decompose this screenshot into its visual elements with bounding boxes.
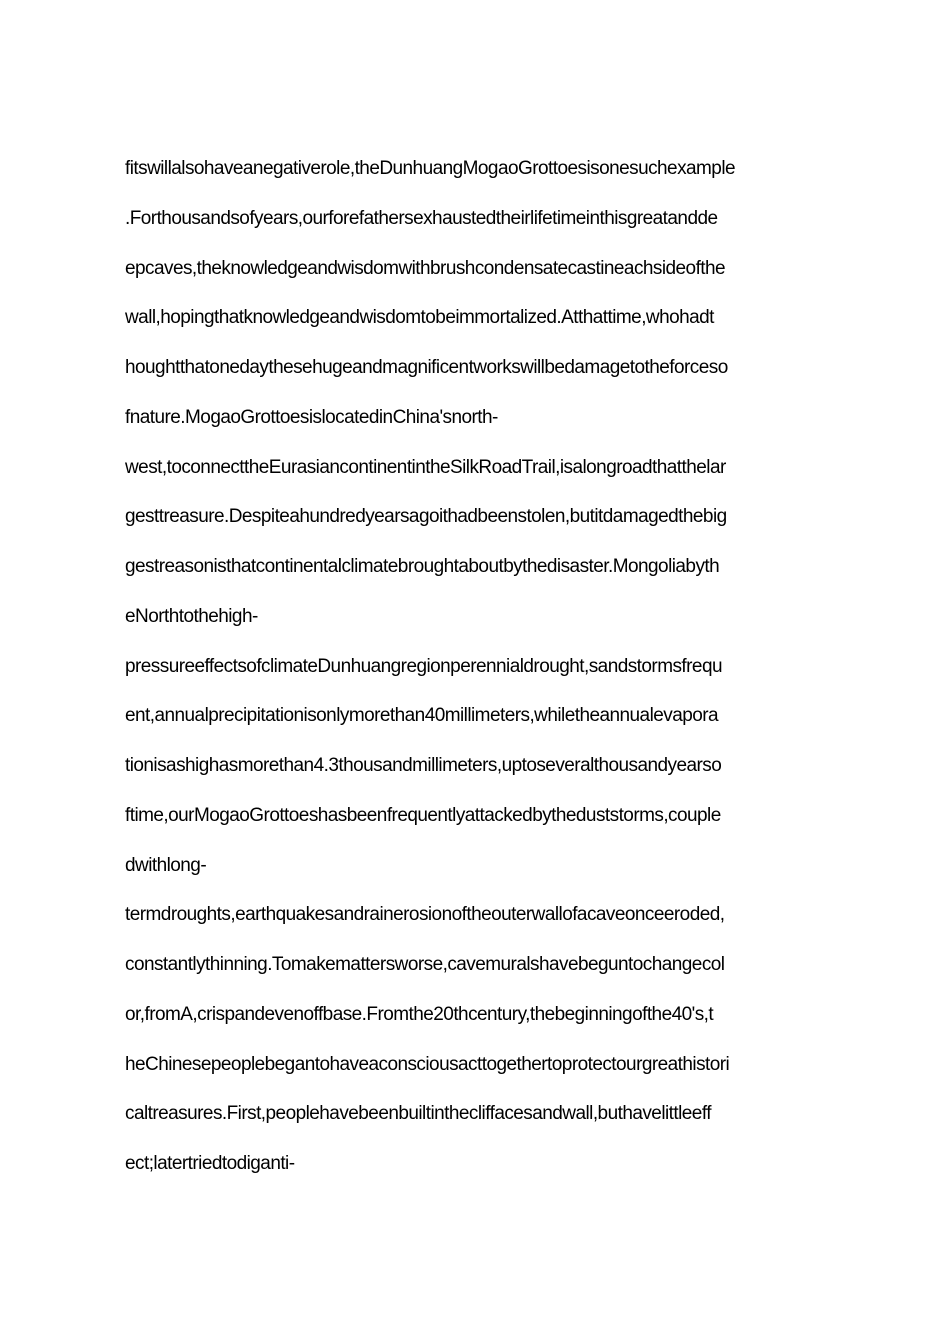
text-line: dwithlong- — [125, 854, 207, 876]
text-line: .Forthousandsofyears,ourforefathersexhaustedtheirlifetimeinthisgreatandde — [125, 207, 718, 229]
text-line: caltreasures.First,peoplehavebeenbuiltinthecliffacesandwall,buthavelittleeff — [125, 1103, 711, 1125]
text-line: gestreasonisthatcontinentalclimatebroughtaboutbythedisaster.Mongoliabyth — [125, 556, 720, 577]
text-line: pressureeffectsofclimateDunhuangregionperennialdrought,sandstormsfrequ — [125, 655, 722, 677]
text-line: constantlythinning.Tomakemattersworse,cavemuralshavebeguntochangecol — [125, 954, 725, 975]
text-line: heChinesepeoplebegantohaveaconsciousacttogethertoprotectourgreathistori — [125, 1053, 730, 1075]
text-line: fnature.MogaoGrottoesislocatedinChina'snorth- — [125, 406, 498, 428]
text-line: houghtthatonedaythesehugeandmagnificentworkswillbedamagetotheforceso — [125, 357, 728, 378]
text-line: ent,annualprecipitationisonlymorethan40millimeters,whiletheannualevapora — [125, 705, 719, 727]
text-line: ect;latertriedtodiganti- — [125, 1153, 295, 1174]
text-line: epcaves,theknowledgeandwisdomwithbrushcondensatecastineachsideofthe — [125, 257, 726, 279]
text-line: wall,hopingthatknowledgeandwisdomtobeimmortalized.Atthattime,whohadt — [125, 307, 714, 329]
text-line: fitswillalsohaveanegativerole,theDunhuangMogaoGrottoesisonesuchexample — [125, 158, 736, 179]
text-line: tionisashighasmorethan4.3thousandmillimeters,uptoseveralthousandyearso — [125, 755, 722, 776]
text-line: west,toconnecttheEurasiancontinentintheSilkRoadTrail,isalongroadthatthelar — [125, 456, 726, 478]
text-line: gesttreasure.Despiteahundredyearsagoithadbeenstolen,butitdamagedthebig — [125, 506, 727, 528]
text-line: or,fromA,crispandevenoffbase.Fromthe20thcentury,thebeginningofthe40's,t — [125, 1003, 714, 1025]
text-line: termdroughts,earthquakesandrainerosionoftheouterwallofacaveonceeroded, — [125, 904, 725, 926]
text-line: eNorthtothehigh- — [125, 605, 258, 627]
body-text — [125, 152, 835, 1197]
text-line: ftime,ourMogaoGrottoeshasbeenfrequentlyattackedbytheduststorms,couple — [125, 804, 721, 826]
